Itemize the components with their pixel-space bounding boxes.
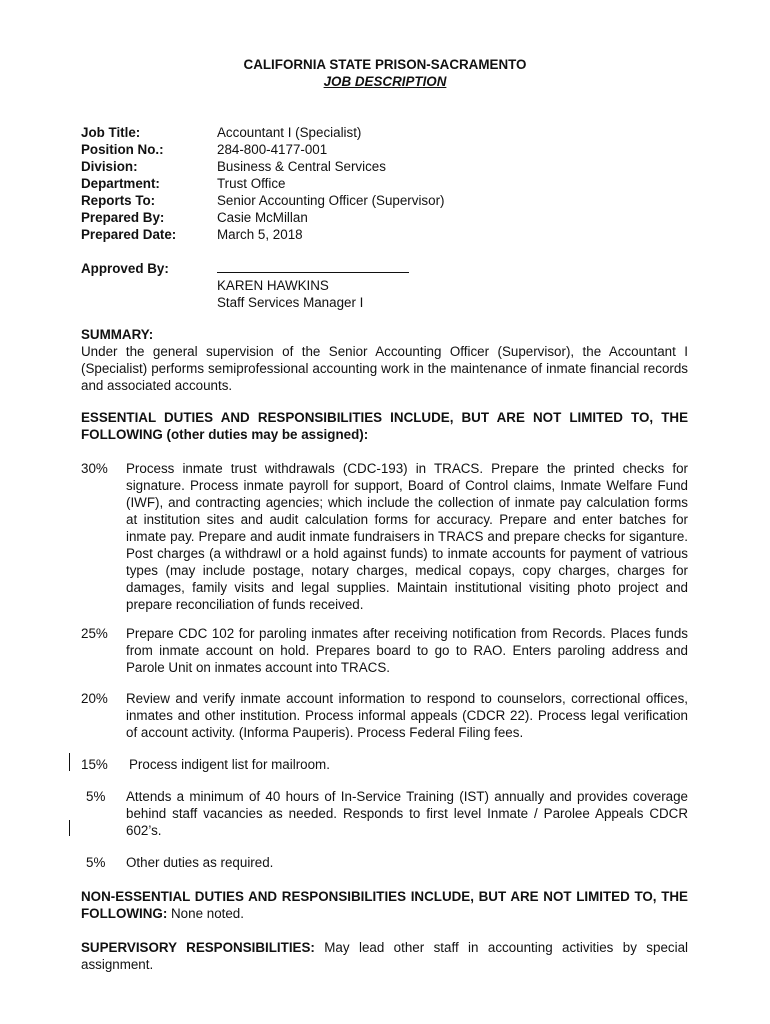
info-value: 284-800-4177-001 bbox=[217, 142, 328, 157]
supervisory-heading: SUPERVISORY RESPONSIBILITIES: bbox=[81, 940, 315, 955]
duty-percent: 15% bbox=[81, 757, 108, 772]
duty-text: Process inmate trust withdrawals (CDC-193) in TRACS. Prepare the printed checks for signature. Process inmate payroll for support, Board of Control claims, Inmate Welfare Fund (IWF), and contracting agencies; which include the collection of inmate pay calculation forms at institution sites and audit calculation forms for accuracy. Prepare and enter batches for inmate pay. Prepare and audit inmate fundraisers in TRACS and prepare checks for siganture. Post charges (a withdrawl or a hold against funds) to inmate accounts for payment of vatrious types (may include postage, notary charges, medical copays, copy charges, charges for damages, family visits and legal supplies. Maintain institutional visiting photo project and prepare reconciliation of funds received. bbox=[126, 461, 688, 612]
duty-item bbox=[81, 788, 688, 839]
info-label: Prepared Date: bbox=[81, 227, 177, 242]
supervisory-text: May lead other staff in accounting activities by special assignment. bbox=[81, 940, 688, 972]
signature-line bbox=[217, 260, 409, 273]
info-label: Department: bbox=[81, 176, 160, 191]
duty-percent: 5% bbox=[86, 855, 106, 870]
summary-heading: SUMMARY: bbox=[81, 327, 154, 342]
info-row-reports-to bbox=[81, 192, 445, 209]
duty-item bbox=[81, 625, 688, 676]
approved-by-label: Approved By: bbox=[81, 261, 169, 276]
organization-title: CALIFORNIA STATE PRISON-SACRAMENTO bbox=[243, 57, 527, 72]
info-value: Accountant I (Specialist) bbox=[217, 125, 362, 140]
approver-title: Staff Services Manager I bbox=[217, 295, 364, 310]
info-label: Reports To: bbox=[81, 193, 156, 208]
info-row-job-title bbox=[81, 124, 445, 141]
non-essential-text: None noted. bbox=[171, 906, 244, 921]
non-essential-section bbox=[81, 888, 688, 922]
job-info-table bbox=[81, 124, 445, 243]
info-row-prepared-by bbox=[81, 209, 445, 226]
info-label: Division: bbox=[81, 159, 138, 174]
info-label: Prepared By: bbox=[81, 210, 165, 225]
summary-section bbox=[81, 326, 688, 394]
info-value: Casie McMillan bbox=[217, 210, 308, 225]
approver-name: KAREN HAWKINS bbox=[217, 278, 329, 293]
non-essential-heading: NON-ESSENTIAL DUTIES AND RESPONSIBILITIES INCLUDE, BUT ARE NOT LIMITED TO, THE FOLLOWING: bbox=[81, 889, 688, 921]
info-value: March 5, 2018 bbox=[217, 227, 303, 242]
duty-percent: 5% bbox=[86, 789, 106, 804]
info-row-prepared-date bbox=[81, 226, 445, 243]
duty-item bbox=[81, 756, 688, 773]
duty-percent: 25% bbox=[81, 626, 108, 641]
duty-text: Prepare CDC 102 for paroling inmates after receiving notification from Records. Places funds from inmate account on hold. Prepares board to go to RAO. Enters paroling address and Parole Unit on inmates account into TRACS. bbox=[126, 626, 688, 675]
supervisory-section bbox=[81, 939, 688, 973]
info-row-position-no bbox=[81, 141, 445, 158]
essential-duties-heading: ESSENTIAL DUTIES AND RESPONSIBILITIES INCLUDE, BUT ARE NOT LIMITED TO, THE FOLLOWING (other duties may be assigned): bbox=[81, 410, 688, 442]
info-label: Position No.: bbox=[81, 142, 164, 157]
duty-text: Attends a minimum of 40 hours of In-Service Training (IST) annually and provides coverage behind staff vacancies as needed. Responds to first level Inmate / Parolee Appeals CDCR 602’s. bbox=[126, 789, 688, 838]
duty-text: Other duties as required. bbox=[126, 855, 274, 870]
duty-text: Process indigent list for mailroom. bbox=[129, 757, 330, 772]
duty-percent: 20% bbox=[81, 691, 108, 706]
document-type-title: JOB DESCRIPTION bbox=[323, 74, 447, 89]
info-value: Senior Accounting Officer (Supervisor) bbox=[217, 193, 445, 208]
summary-text: Under the general supervision of the Senior Accounting Officer (Supervisor), the Accountant I (Specialist) performs semiprofessional accounting work in the maintenance of inmate financial records and associated accounts. bbox=[81, 344, 688, 393]
duty-text: Review and verify inmate account information to respond to counselors, correctional offices, inmates and other institution. Process informal appeals (CDCR 22). Process legal verification of account activity. (Informa Pauperis). Process Federal Filing fees. bbox=[126, 691, 688, 740]
info-row-division bbox=[81, 158, 445, 175]
duty-percent: 30% bbox=[81, 461, 108, 476]
info-value: Trust Office bbox=[217, 176, 286, 191]
info-value: Business & Central Services bbox=[217, 159, 386, 174]
duty-item bbox=[81, 460, 688, 613]
revision-bar bbox=[69, 753, 70, 771]
info-label: Job Title: bbox=[81, 125, 141, 140]
duty-item bbox=[81, 854, 688, 871]
revision-bar bbox=[69, 820, 70, 836]
info-row-department bbox=[81, 175, 445, 192]
duty-item bbox=[81, 690, 688, 741]
